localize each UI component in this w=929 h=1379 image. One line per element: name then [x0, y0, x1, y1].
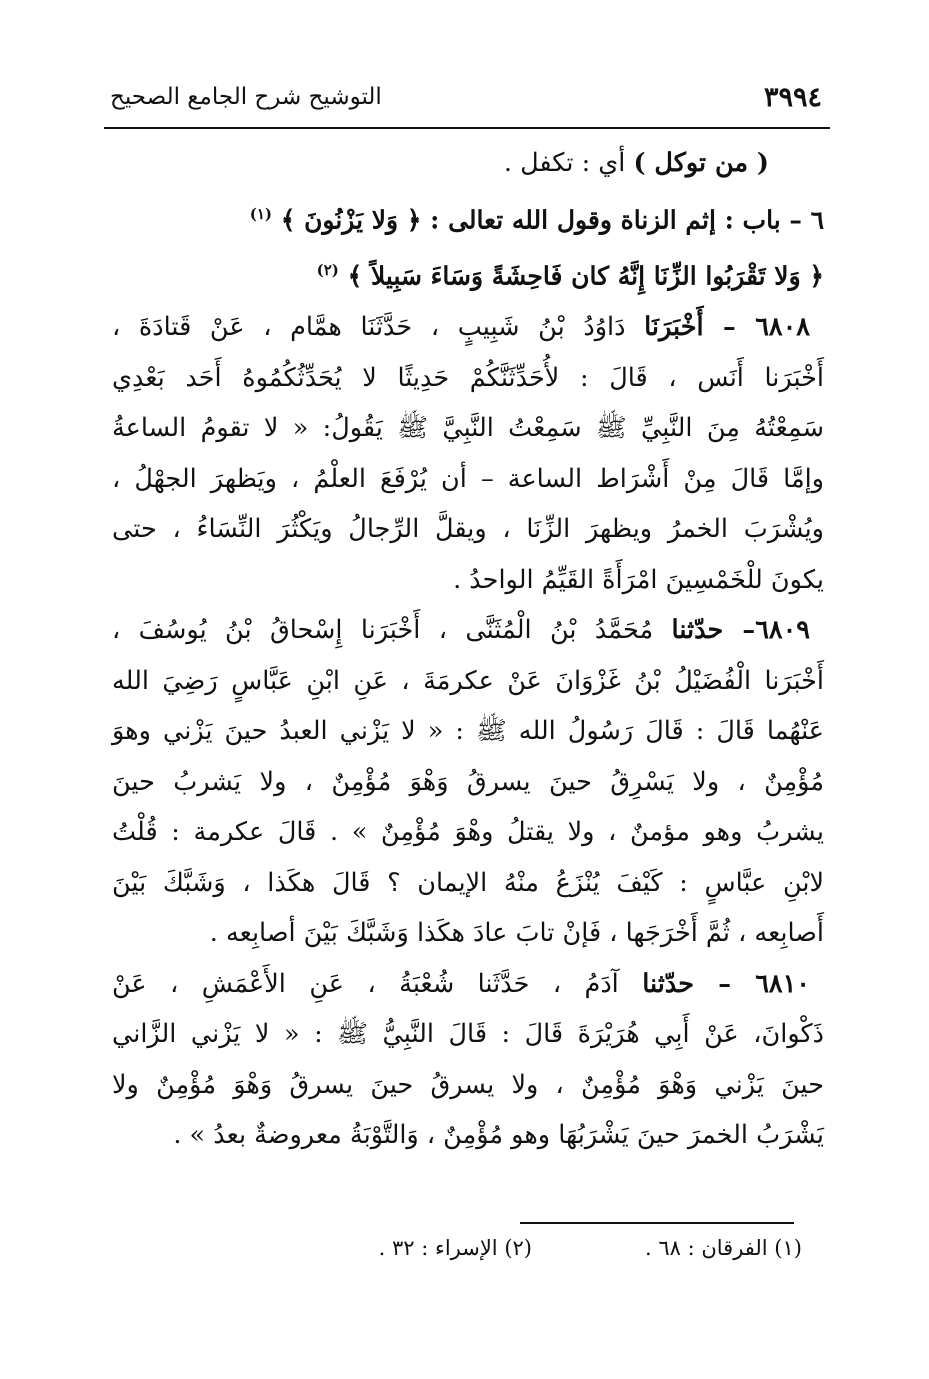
text-line: ذَكْوانَ، عَنْ أَبِي هُرَيْرَةَ قَالَ : قَالَ النَّبِيُّ ﷺ : « لا يَزْني الزَّاني [112, 1019, 824, 1050]
header-rule [104, 127, 830, 129]
hadith-6808 [112, 302, 824, 605]
text-run: مُحَمَّدُ بْنُ الْمُثَنَّى ، أَخْبَرَنا إِسْحاقُ بْنُ يُوسُفَ ، [112, 615, 672, 646]
gloss-term: ( من توكل ) [633, 148, 769, 178]
footnote-rule [520, 1222, 794, 1224]
hadith-lead: حدّثنا [642, 968, 694, 999]
chapter-heading-line-1 [112, 189, 824, 246]
chapter-verse: ﴿ وَلا تَقْرَبُوا الزِّنَا إِنَّهُ كان فَاحِشَةً وَسَاءَ سَبِيلاً ﴾ [347, 261, 824, 291]
text-line: عَنْهُما قَالَ : قَالَ رَسُولُ الله ﷺ : « لا يَزْني العبدُ حينَ يَزْني وهوَ [112, 716, 824, 747]
page-header [110, 78, 822, 126]
hadith-6809 [112, 605, 824, 959]
footnote-ref-1: (١) [249, 204, 272, 223]
hadith-lead: أَخْبَرَنَا [644, 312, 704, 343]
text-line [112, 302, 824, 353]
text-line [112, 605, 824, 656]
gloss-line [112, 138, 824, 189]
hadith-number: ٦٨٠٨ – [703, 312, 810, 343]
text-line: لابْنِ عبَّاسٍ : كَيْفَ يُنْزَعُ منْهُ الإيمان ؟ قَالَ هكَذا ، وَشَبَّكَ بَيْنَ [112, 867, 824, 898]
main-text [112, 138, 824, 1161]
footnote-ref-2: (٢) [316, 261, 339, 280]
text-line: وإمَّا قَالَ مِنْ أَشْرَاط الساعة – أن يُرْفَعَ العلْمُ ، ويَظهرَ الجهْلُ ، [112, 463, 824, 494]
text-line: ويُشْرَبَ الخمرُ ويظهرَ الزِّنَا ، ويقلَّ الرِّجالُ ويَكْثُرَ النِّسَاءُ ، حتى [112, 514, 824, 545]
hadith-number: ٦٨٠٩– [723, 615, 810, 646]
footnote-1: (١) الفرقان : ٦٨ . [644, 1236, 802, 1260]
hadith-number: ٦٨١٠ – [693, 968, 810, 999]
footnote-2: (٢) الإسراء : ٣٢ . [378, 1236, 532, 1260]
running-title: التوشيح شرح الجامع الصحيح [110, 84, 382, 110]
page-number: ٣٩٩٤ [763, 82, 822, 113]
text-line: مُؤْمِنٌ ، ولا يَسْرِقُ حينَ يسرقُ وَهْوَ مُؤْمِنٌ ، ولا يَشربُ حينَ [112, 766, 824, 797]
text-line: حينَ يَزْني وَهْوَ مُؤْمِنٌ ، ولا يسرقُ حينَ يسرقُ وَهْوَ مُؤْمِنٌ ولا [112, 1069, 824, 1100]
hadith-lead: حدّثنا [671, 615, 724, 646]
text-line: يكونَ للْخَمْسِينَ امْرَأَةً القَيِّمُ الواحدُ . [453, 564, 824, 595]
chapter-heading-line-2 [112, 245, 824, 302]
text-run: دَاوُدُ بْنُ شَبِيبٍ ، حَدَّثَنَا همَّام ، عَنْ قَتادَةَ ، [112, 312, 645, 343]
text-line: يَشْرَبُ الخمرَ حينَ يَشْرَبُهَا وهو مُؤْمِنٌ ، وَالتَّوْبَةُ معروضةٌ بعدُ » . [173, 1120, 824, 1151]
footnotes [290, 1236, 802, 1270]
chapter-title: ٦ – باب : إثم الزناة وقول الله تعالى : ﴿ وَلا يَزْنُونَ ﴾ [280, 204, 824, 234]
text-run: آدَمُ ، حَدَّثَنا شُعْبَةُ ، عَنِ الأَعْمَشِ ، عَنْ [112, 968, 643, 999]
text-line [112, 959, 824, 1010]
text-line: يشربُ وهو مؤمنٌ ، ولا يقتلُ وهْوَ مُؤْمِنٌ » . قَالَ عكرمة : قُلْتُ [112, 817, 824, 848]
text-line: أَصابِعه ، ثُمَّ أَخْرَجَها ، فَإنْ تابَ عادَ هكَذا وَشَبَّكَ بَيْنَ أصابِعه . [209, 918, 824, 949]
hadith-6810 [112, 959, 824, 1161]
text-line: سَمِعْتُهُ مِنَ النَّبِيِّ ﷺ سَمِعْتُ النَّبِيَّ ﷺ يَقُولُ: « لا تقومُ الساعةُ [112, 413, 824, 444]
text-line: أَخْبَرَنا الْفُضَيْلُ بْنُ غَزْوَانَ عَنْ عكرمَةَ ، عَنِ ابْنِ عَبَّاسٍ رَضِيَ الله [112, 665, 824, 696]
text-line: أَخْبَرَنا أَنَس ، قَالَ : لأُحَدِّثَنَّكُمْ حَدِيثًا لا يُحَدِّثُكُمُوهُ أَحَد بَعْدِي [112, 362, 824, 393]
gloss-text: أي : تكفل . [503, 148, 634, 178]
